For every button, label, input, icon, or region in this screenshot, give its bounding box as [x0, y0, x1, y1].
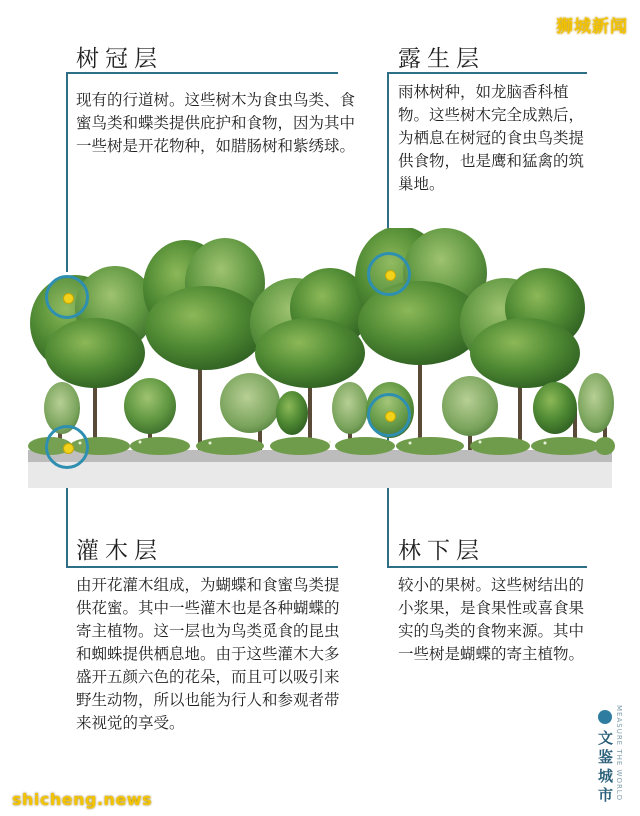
shrub-title: 灌木层 — [76, 538, 163, 564]
understorey-title: 林下层 — [398, 538, 485, 564]
canopy-title: 树冠层 — [76, 46, 163, 72]
watermark-bottom: shicheng.news — [12, 790, 153, 809]
understorey-text: 较小的果树。这些树结出的小浆果，是食果性或喜食果实的鸟类的食物来源。其中一些树是蝴蝶的寄主植物。 — [398, 576, 585, 663]
canopy-text: 现有的行道树。这些树木为食虫鸟类、食蜜鸟类和蝶类提供庇护和食物，因为其中一些树是开花物种，如腊肠树和紫绣球。 — [76, 91, 356, 155]
emergent-marker-dot — [385, 270, 396, 281]
emergent-title: 露生层 — [398, 46, 485, 72]
canopy-trees — [30, 228, 585, 388]
watermark-top: 狮城新闻 — [556, 17, 628, 37]
pavement — [28, 462, 612, 488]
tree-illustration — [0, 228, 640, 498]
canopy-marker — [45, 275, 89, 319]
brand-logo-icon — [598, 710, 612, 724]
brand-name: 文鉴城市 — [596, 730, 614, 806]
shrub-text: 由开花灌木组成，为蝴蝶和食蜜鸟类提供花蜜。其中一些灌木也是各种蝴蝶的寄主植物。这一层也为鸟类觅食的昆虫和蜘蛛提供栖息地。由于这些灌木大多盛开五颜六色的花朵，而且可以吸引来野生动物，所以也能为行人和参观者带来视觉的享受。 — [76, 576, 340, 732]
understorey-marker — [367, 393, 411, 437]
understorey-marker-dot — [385, 411, 396, 422]
canopy-marker-dot — [63, 293, 74, 304]
shrub-marker-dot — [63, 443, 74, 454]
emergent-top-rule — [387, 72, 587, 74]
understorey-bottom-rule — [387, 566, 587, 568]
brand-tagline: MEASURE THE WORLD — [615, 705, 623, 802]
canopy-top-rule — [66, 72, 338, 74]
shrub-bottom-rule — [66, 566, 338, 568]
shrub-marker — [45, 425, 89, 469]
emergent-text: 雨林树种，如龙脑香科植物。这些树木完全成熟后，为栖息在树冠的食虫鸟类提供食物，也是鹰和猛禽的筑巢地。 — [398, 83, 585, 193]
emergent-marker — [367, 252, 411, 296]
